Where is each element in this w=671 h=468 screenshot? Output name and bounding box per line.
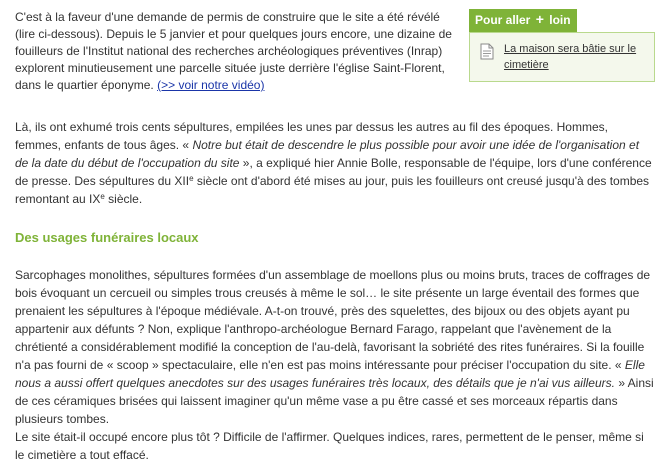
para2-text-1: Là, ils ont exhumé trois cents sépultures, empilées les unes par dessus les autres au fil des époques. Hommes, femmes, enfants de tous âges. « <box>15 120 608 152</box>
document-icon <box>480 43 494 60</box>
section-heading: Des usages funéraires locaux <box>15 230 199 245</box>
plus-icon: + <box>535 11 544 27</box>
para2-text-2: », a expliqué hier Annie Bolle, responsable de l'équipe, lors d'une conférence de presse. Des sépultures du XII <box>15 156 652 188</box>
intro-text: C'est à la faveur d'une demande de permis de construire que le site a été révélé (lire ci-dessous). Depuis le 5 janvier et pour quelques jours encore, une dizaine de fouilleurs de l'Institut national des recherches archéologiques préventives (Inrap) explorent minutieusement une parcelle située juste derrière l'église Saint-Florent, dans le quartier éponyme. <box>15 10 452 92</box>
sidebar-header <box>469 9 577 32</box>
para3-text-2: » Ainsi de ces céramiques brisées qui laissent imaginer qu'un même vase a pu être cassé et ses morceaux répartis dans plusieurs tombes. <box>15 376 654 426</box>
sidebar-item[interactable] <box>469 32 655 82</box>
paragraph-sepultures <box>15 118 655 208</box>
intro-paragraph <box>15 9 460 94</box>
paragraph-usages <box>15 266 655 464</box>
sidebar-header-right: loin <box>549 13 571 27</box>
para3-quote: Elle nous a aussi offert quelques anecdotes sur des usages funéraires très locaux, des détails que je n'ai vus ailleurs. <box>15 358 645 390</box>
para2-text-3: siècle ont d'abord été mises au jour, puis les fouilleurs ont creusé jusqu'à des tombes remontant au IX <box>15 174 650 206</box>
para2-sup-2: e <box>100 192 105 201</box>
video-link[interactable]: (>> voir notre vidéo) <box>157 78 265 92</box>
para2-text-4: siècle. <box>104 192 143 206</box>
para3-text-3: Le site était-il occupé encore plus tôt ? Difficile de l'affirmer. Quelques indices, rares, permettent de le penser, même si le cimetière a tout effacé. <box>15 430 644 462</box>
para2-quote: Notre but était de descendre le plus possible pour avoir une idée de l'organisation et de la date du début de l'occupation du site <box>15 138 640 170</box>
para3-text-1: Sarcophages monolithes, sépultures formées d'un assemblage de moellons plus ou moins bruts, traces de coffrages de bois évoquant un cercueil ou simples trous creusés à même le sol… le site présente un large éventail des formes que prenaient les sépultures à l'époque médiévale. A-t-on trouvé, près des squelettes, des bijoux ou des objets ayant pu appartenir aux défunts ? Non, explique l'anthropo-archéologue Bernard Farago, rappelant que l'avènement de la chrétienté a considérablement modifié la conception de l'au-delà, favorisant la sobriété des rites funéraires. Si la fouille n'a pas fourni de « scoop » spectaculaire, elle n'en est pas moins intéressante pour préciser l'occupation du site. « <box>15 268 651 372</box>
related-sidebar <box>469 9 655 82</box>
para2-sup-1: e <box>189 174 194 183</box>
sidebar-link[interactable]: La maison sera bâtie sur le cimetière <box>504 43 637 71</box>
sidebar-header-left: Pour aller <box>475 13 531 27</box>
